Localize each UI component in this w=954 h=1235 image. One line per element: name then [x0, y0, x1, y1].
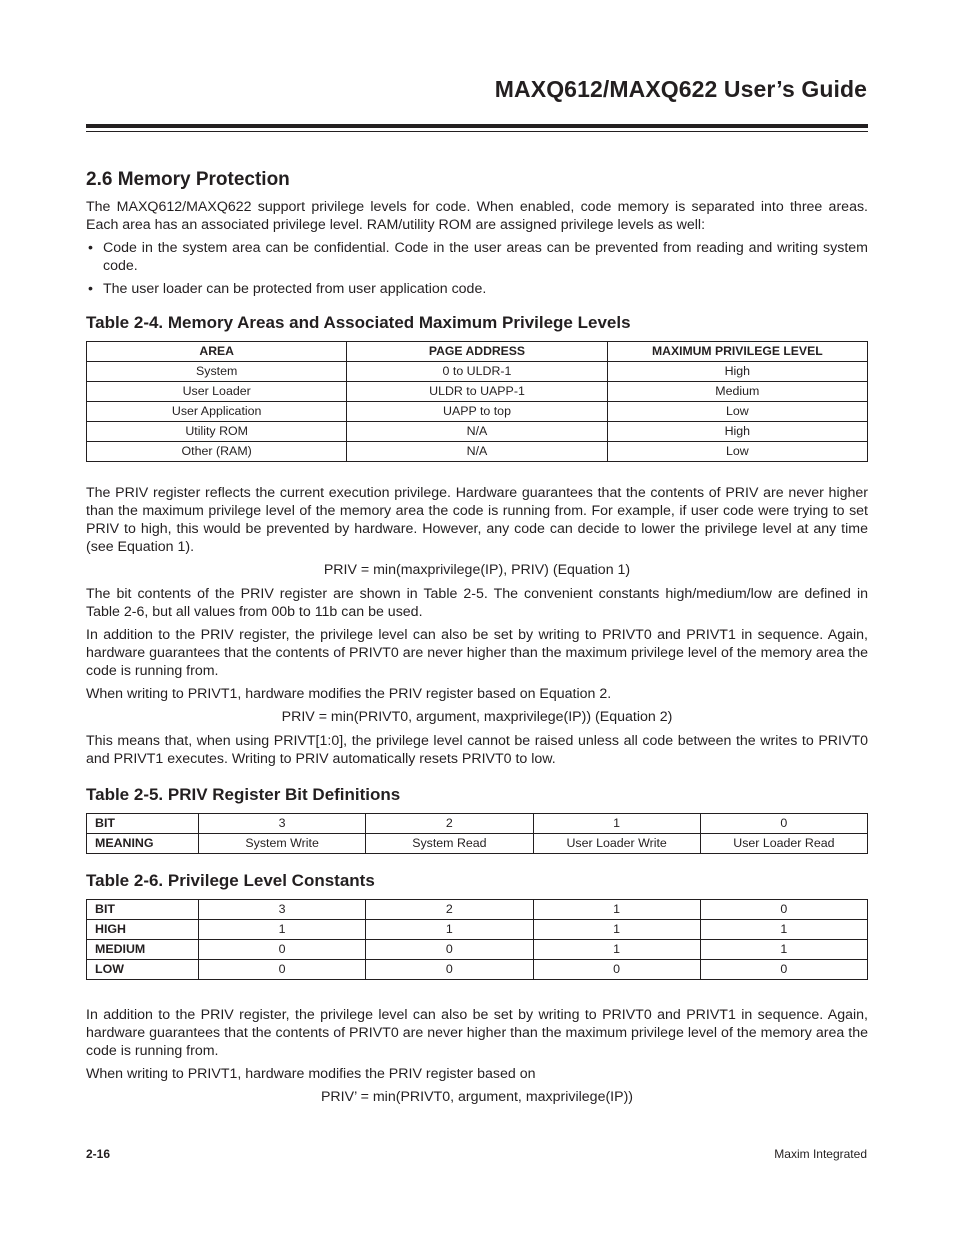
table-cell: N/A	[347, 422, 607, 442]
row-label-cell: LOW	[87, 960, 199, 980]
table-cell: User Loader Read	[700, 834, 867, 854]
body-paragraph-2: The bit contents of the PRIV register are shown in Table 2-5. The convenient constants high/medium/low are defined in Table 2-6, but all values from 00b to 11b can be used.	[86, 586, 868, 620]
table-cell: 2	[366, 900, 533, 920]
table-cell: Other (RAM)	[87, 442, 347, 462]
table-cell: Low	[607, 442, 867, 462]
table-2-6-title: Table 2-6. Privilege Level Constants	[86, 871, 375, 890]
table-cell: 1	[533, 814, 700, 834]
document-title: MAXQ612/MAXQ622 User’s Guide	[494, 76, 867, 102]
bullet-icon: •	[88, 240, 93, 256]
table-cell: 0	[533, 960, 700, 980]
table-cell: 1	[700, 940, 867, 960]
table-row	[87, 834, 868, 854]
table-cell: User Loader Write	[533, 834, 700, 854]
table-row	[87, 900, 868, 920]
bullet-icon: •	[88, 281, 93, 297]
table-row	[87, 920, 868, 940]
table-2-5	[86, 813, 868, 854]
table-cell: 0 to ULDR-1	[347, 362, 607, 382]
table-row	[87, 422, 868, 442]
tail-paragraph-2: When writing to PRIVT1, hardware modifies the PRIV register based on	[86, 1066, 536, 1082]
page-number: 2-16	[86, 1147, 111, 1161]
row-label-cell: BIT	[87, 814, 199, 834]
table-cell: High	[607, 362, 867, 382]
table-cell: 0	[700, 814, 867, 834]
row-label-cell: MEDIUM	[87, 940, 199, 960]
table-cell: Low	[607, 402, 867, 422]
table-cell: ULDR to UAPP-1	[347, 382, 607, 402]
table-cell: Medium	[607, 382, 867, 402]
company-name: Maxim Integrated	[774, 1147, 867, 1161]
table-row	[87, 402, 868, 422]
section-intro: The MAXQ612/MAXQ622 support privilege levels for code. When enabled, code memory is separated into three areas. Each area has an associated privilege level. RAM/utility ROM are assigned privilege levels as well:	[86, 199, 868, 233]
table-cell: 1	[533, 920, 700, 940]
table-cell: 0	[199, 960, 366, 980]
bullet-list	[86, 239, 868, 298]
table-row	[87, 814, 868, 834]
bullet-item: • The user loader can be protected from user application code.	[88, 281, 487, 297]
table-2-4-title: Table 2-4. Memory Areas and Associated Maximum Privilege Levels	[86, 313, 631, 332]
page-content	[86, 168, 868, 1112]
row-label-cell: MEANING	[87, 834, 199, 854]
table-cell: 1	[533, 900, 700, 920]
table-cell: 0	[366, 960, 533, 980]
table-2-6	[86, 899, 868, 980]
bullet-item: • Code in the system area can be confidential. Code in the user areas can be prevented from reading and writing system code.	[88, 240, 868, 274]
table-cell: User Loader	[87, 382, 347, 402]
section-heading: 2.6 Memory Protection	[86, 169, 290, 190]
table-cell: User Application	[87, 402, 347, 422]
table-cell: 0	[700, 900, 867, 920]
header-rule-thin	[86, 131, 868, 132]
table-cell: 2	[366, 814, 533, 834]
tail-paragraph-1: In addition to the PRIV register, the privilege level can also be set by writing to PRIVT0 and PRIVT1 in sequence. Again, hardware guarantees that the contents of PRIVT0 are never higher than the maximum privilege level of the memory area the code is running from.	[86, 1007, 868, 1059]
table-cell: 1	[199, 920, 366, 940]
table-cell: N/A	[347, 442, 607, 462]
header-cell: PAGE ADDRESS	[347, 342, 607, 362]
table-cell: 1	[533, 940, 700, 960]
equation-1: PRIV = min(maxprivilege(IP), PRIV) (Equation 1)	[323, 562, 631, 578]
table-header-row	[87, 342, 868, 362]
table-cell: 0	[366, 940, 533, 960]
table-cell: 3	[199, 900, 366, 920]
table-row	[87, 362, 868, 382]
body-paragraph-1: The PRIV register reflects the current execution privilege. Hardware guarantees that the contents of PRIV are never higher than the maximum privilege level of the memory area the code is running from. For example, if user code were trying to set PRIV to high, this would be prevented by hardware. However, any code can decide to lower the privilege level at any time (see Equation 1).	[86, 485, 868, 555]
table-cell: 1	[366, 920, 533, 940]
table-cell: 0	[700, 960, 867, 980]
table-row	[87, 940, 868, 960]
header-cell: MAXIMUM PRIVILEGE LEVEL	[607, 342, 867, 362]
table-cell: System	[87, 362, 347, 382]
table-cell: System Write	[199, 834, 366, 854]
body-paragraph-5: This means that, when using PRIVT[1:0], the privilege level cannot be raised unless all code between the writes to PRIVT0 and PRIVT1 executes. Writing to PRIV automatically resets PRIVT0 to low.	[86, 733, 868, 767]
header-cell: AREA	[87, 342, 347, 362]
table-cell: UAPP to top	[347, 402, 607, 422]
body-paragraph-3: In addition to the PRIV register, the privilege level can also be set by writing to PRIVT0 and PRIVT1 in sequence. Again, hardware guarantees that the contents of PRIVT0 are never higher than the maximum privilege level of the memory area the code is running from.	[86, 627, 868, 679]
equation-2: PRIV = min(PRIVT0, argument, maxprivilege(IP)) (Equation 2)	[281, 709, 673, 725]
header-rule-thick	[86, 124, 868, 128]
table-cell: High	[607, 422, 867, 442]
table-cell: 3	[199, 814, 366, 834]
table-cell: System Read	[366, 834, 533, 854]
row-label-cell: HIGH	[87, 920, 199, 940]
table-row	[87, 442, 868, 462]
row-label-cell: BIT	[87, 900, 199, 920]
table-2-5-title: Table 2-5. PRIV Register Bit Definitions	[86, 785, 401, 804]
table-row	[87, 960, 868, 980]
table-cell: 0	[199, 940, 366, 960]
table-cell: Utility ROM	[87, 422, 347, 442]
table-2-4	[86, 341, 868, 462]
table-row	[87, 382, 868, 402]
body-paragraph-4: When writing to PRIVT1, hardware modifies the PRIV register based on Equation 2.	[86, 686, 612, 702]
table-cell: 1	[700, 920, 867, 940]
tail-equation: PRIV’ = min(PRIVT0, argument, maxprivilege(IP))	[320, 1089, 634, 1105]
